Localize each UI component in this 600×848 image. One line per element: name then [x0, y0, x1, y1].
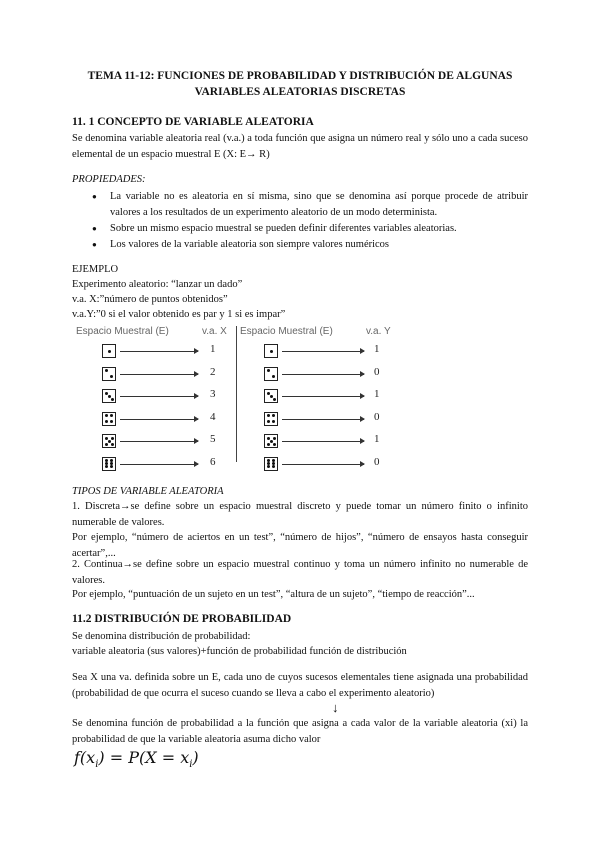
die-pip [105, 414, 108, 417]
die-pip [105, 420, 108, 423]
title-line-2: VARIABLES ALEATORIAS DISCRETAS [194, 86, 406, 98]
die-face-icon [264, 457, 278, 471]
properties-list [92, 189, 528, 253]
die-face-icon [264, 344, 278, 358]
die-pip [110, 375, 113, 378]
left-sample-space-header: Espacio Muestral (E) [76, 326, 169, 337]
mapping-arrow [120, 419, 198, 420]
die-face-icon [102, 412, 116, 426]
die-pip [111, 437, 114, 440]
mapping-arrow [120, 396, 198, 397]
die-pip [108, 350, 111, 353]
die-pip [105, 437, 108, 440]
die-pip [272, 414, 275, 417]
example-heading: EJEMPLO [72, 264, 119, 275]
mapping-arrow [282, 419, 364, 420]
die-pip [108, 395, 111, 398]
die-face-icon [264, 412, 278, 426]
formula-subscript: i [189, 759, 193, 771]
formula-subscript: i [95, 759, 99, 771]
die-face-icon [102, 457, 116, 471]
section-2-heading: 11.2 DISTRIBUCIÓN DE PROBABILIDAD [72, 613, 292, 625]
types-discrete-example: Por ejemplo, “número de aciertos en un test”, “número de hijos”, “número de ensayos hasta conseguir acertar”,... [72, 532, 528, 559]
x-value-label: 5 [210, 433, 216, 445]
dice-mapping-diagram [74, 322, 394, 468]
die-pip [108, 440, 111, 443]
y-value-label: 1 [374, 388, 380, 400]
down-arrow: ↓ [332, 700, 339, 715]
types-heading: TIPOS DE VARIABLE ALEATORIA [72, 486, 224, 497]
x-value-label: 6 [210, 455, 216, 468]
die-pip [272, 375, 275, 378]
die-pip [273, 398, 276, 401]
x-value-label: 4 [210, 410, 216, 423]
section-1-intro: Se denomina variable aleatoria real (v.a.) a toda función que asigna un número real y sólo uno a cada suceso elemental de un espacio muestral E (X: E→ R) [72, 133, 528, 160]
mapping-arrow [282, 441, 364, 442]
die-pip [267, 369, 270, 372]
mapping-arrow [120, 374, 198, 375]
example-line: v.a. X:”número de puntos obtenidos” [72, 294, 228, 305]
die-pip [273, 437, 276, 440]
die-face-icon [102, 434, 116, 448]
die-pip [272, 465, 275, 468]
die-pip [110, 414, 113, 417]
section-2-line-1: Se denomina distribución de probabilidad: [72, 631, 251, 642]
right-variable-header: v.a. Y [366, 326, 391, 337]
mapping-arrow [120, 464, 198, 465]
die-pip [111, 398, 114, 401]
y-value-label: 0 [374, 455, 380, 468]
die-pip [270, 440, 273, 443]
die-pip [267, 465, 270, 468]
property-item: ● Los valores de la variable aleatoria son siempre valores numéricos [92, 237, 528, 253]
document-title [60, 68, 540, 100]
properties-heading: PROPIEDADES: [72, 174, 146, 185]
y-value-label: 0 [374, 365, 380, 378]
die-face-icon [102, 367, 116, 381]
die-face-icon [264, 367, 278, 381]
die-pip [270, 395, 273, 398]
die-face-icon [102, 344, 116, 358]
mapping-arrow [282, 374, 364, 375]
formula-mid: ) = P(X = x [98, 748, 190, 767]
die-pip [270, 350, 273, 353]
example-line: v.a.Y:”0 si el valor obtenido es par y 1 si es impar” [72, 309, 286, 320]
left-variable-header: v.a. X [202, 326, 227, 337]
right-sample-space-header: Espacio Muestral (E) [240, 326, 333, 337]
die-pip [110, 465, 113, 468]
mapping-arrow [120, 441, 198, 442]
die-pip [267, 420, 270, 423]
mapping-arrow [282, 464, 364, 465]
die-pip [267, 392, 270, 395]
die-face-icon [264, 389, 278, 403]
formula-close: ) [192, 748, 199, 767]
section-2-line-2: variable aleatoria (sus valores)+función de probabilidad función de distribución [72, 646, 407, 657]
section-2-paragraph: Sea X una va. definida sobre un E, cada uno de cuyos sucesos elementales tiene asignada una probabilidad (probabilidad de que ocurra el suceso cuando se lleva a cabo el experimento aleatorio) [72, 672, 528, 699]
types-continuous-example: Por ejemplo, “puntuación de un sujeto en un test”, “altura de un sujeto”, “tiempo de reacción”... [72, 589, 475, 600]
example-line: Experimento aleatorio: “lanzar un dado” [72, 279, 243, 290]
types-continuous: 2. Continua→se define sobre un espacio muestral continuo y toma un número infinito no numerable de valores. [72, 559, 528, 586]
x-value-label: 2 [210, 365, 216, 378]
section-2-definition: Se denomina función de probabilidad a la función que asigna a cada valor de la variable aleatoria (xi) la probabilidad de que la variable aleatoria asuma dicho valor [72, 718, 528, 745]
die-pip [105, 465, 108, 468]
die-pip [272, 420, 275, 423]
y-value-label: 0 [374, 410, 380, 423]
x-value-label: 3 [210, 388, 216, 400]
die-pip [105, 369, 108, 372]
y-value-label: 1 [374, 433, 380, 445]
mapping-arrow [120, 351, 198, 352]
die-pip [111, 443, 114, 446]
y-value-label: 1 [374, 343, 380, 355]
formula-lhs: f(x [74, 748, 96, 767]
die-pip [267, 414, 270, 417]
title-line-1: TEMA 11-12: FUNCIONES DE PROBABILIDAD Y DISTRIBUCIÓN DE ALGUNAS [87, 70, 513, 82]
die-pip [105, 392, 108, 395]
mapping-arrow [282, 396, 364, 397]
section-1-heading: 11. 1 CONCEPTO DE VARIABLE ALEATORIA [72, 116, 314, 128]
die-pip [273, 443, 276, 446]
die-pip [267, 437, 270, 440]
die-face-icon [102, 389, 116, 403]
mapping-arrow [282, 351, 364, 352]
die-pip [267, 443, 270, 446]
diagram-separator [236, 326, 237, 462]
property-item: ● La variable no es aleatoria en sí misma, sino que se denomina así porque procede de atribuir valores a los resultados de un experimento aleatorio de un modo determinista. [92, 189, 528, 221]
x-value-label: 1 [210, 343, 216, 355]
property-item: ● Sobre un mismo espacio muestral se pueden definir diferentes variables aleatorias. [92, 221, 528, 237]
probability-function-formula [74, 748, 199, 770]
die-pip [105, 443, 108, 446]
die-pip [110, 420, 113, 423]
types-discrete: 1. Discreta→se define sobre un espacio muestral discreto y puede tomar un número finito o infinito numerable de valores. [72, 501, 528, 528]
die-face-icon [264, 434, 278, 448]
